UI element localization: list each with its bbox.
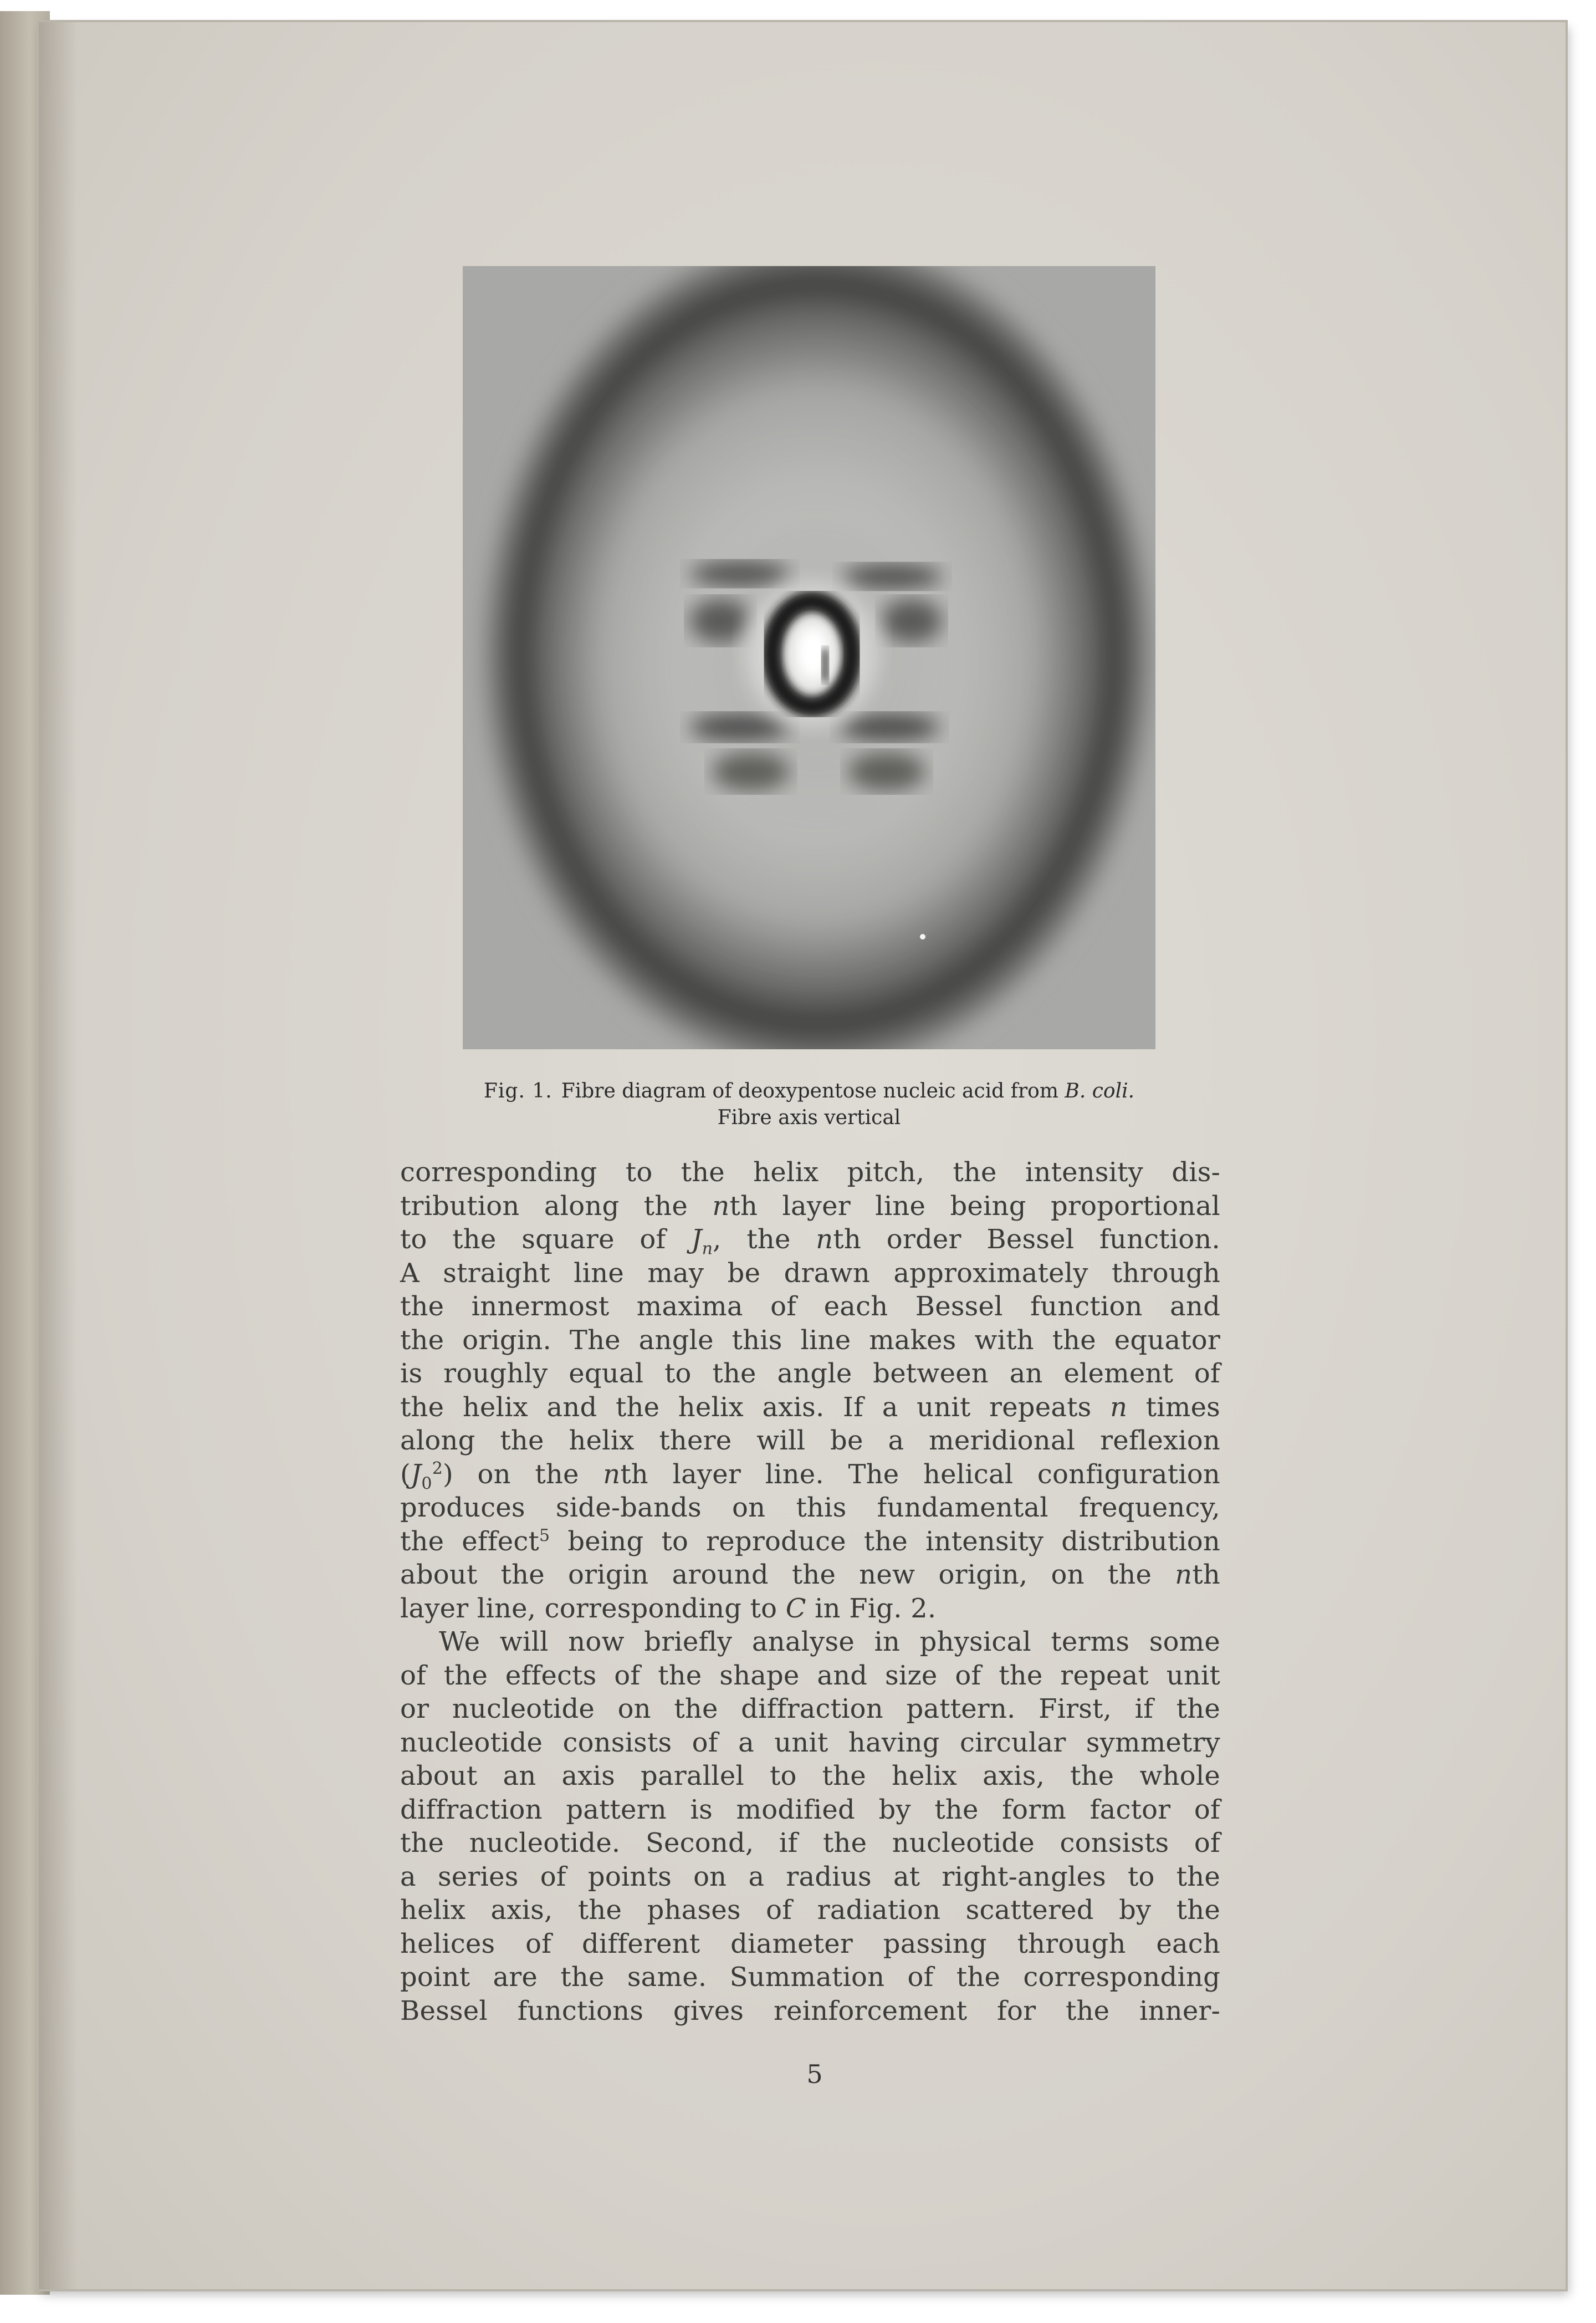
caption-line-2: Fibre axis vertical [717,1106,901,1129]
text-line: the effect$^5$ being to reproduce the intensity distribution [400,1525,1220,1557]
caption-organism: B. coli. [1065,1080,1135,1102]
text-line: helix axis, the phases of radiation scattered by the [400,1895,1220,1926]
paragraph-start-line: We will now briefly analyse in physical terms some [439,1626,1220,1657]
text-line: tribution along the nth layer line being proportional [400,1190,1220,1222]
text-line: the innermost maxima of each Bessel function and [400,1291,1220,1322]
text-line: $(J_0^2)$ on the nth layer line. The helical configuration [400,1458,1220,1494]
text-line: point are the same. Summation of the corresponding [400,1962,1220,1993]
spine-shadow [39,22,78,2289]
text-line: or nucleotide on the diffraction pattern. First, if the [400,1693,1220,1724]
caption-text: Fibre diagram of deoxypentose nucleic acid from [561,1080,1065,1102]
text-line: along the helix there will be a meridional reflexion [400,1425,1220,1456]
caption-line-1 [399,1078,1219,1105]
figure-caption [399,1078,1219,1131]
text-line: about the origin around the new origin, on the nth [400,1559,1220,1590]
reference-superscript: 5 [539,1525,550,1545]
text-line: nucleotide consists of a unit having circular symmetry [400,1727,1220,1758]
diffraction-pattern-image [463,266,1155,1049]
page-number: 5 [806,2059,823,2089]
x-ray-diffraction-photo [463,266,1155,1049]
text-line: the nucleotide. Second, if the nucleotide consists of [400,1827,1220,1859]
text-line: produces side-bands on this fundamental frequency, [400,1492,1220,1523]
text-line: helices of different diameter passing through each [400,1928,1220,1959]
text-line: about an axis parallel to the helix axis, the whole [400,1760,1220,1791]
text-line: corresponding to the helix pitch, the intensity dis- [400,1157,1220,1188]
text-line: layer line, corresponding to C in Fig. 2. [400,1592,937,1624]
text-line: diffraction pattern is modified by the form factor of [400,1794,1220,1825]
body-text [400,1156,1220,2028]
text-line: to the square of $J_n$, the nth order Bessel function. [400,1224,1220,1259]
text-line: Bessel functions gives reinforcement for the inner- [400,1995,1220,2026]
text-line: the origin. The angle this line makes with the equator [400,1324,1220,1356]
text-line: of the effects of the shape and size of the repeat unit [400,1660,1220,1691]
text-line: the helix and the helix axis. If a unit repeats n times [400,1391,1221,1423]
text-line: a series of points on a radius at right-angles to the [400,1861,1220,1892]
text-line: A straight line may be drawn approximately through [400,1257,1220,1289]
text-line: is roughly equal to the angle between an element of [400,1358,1220,1389]
figure-label: Fig. 1. [483,1080,553,1102]
